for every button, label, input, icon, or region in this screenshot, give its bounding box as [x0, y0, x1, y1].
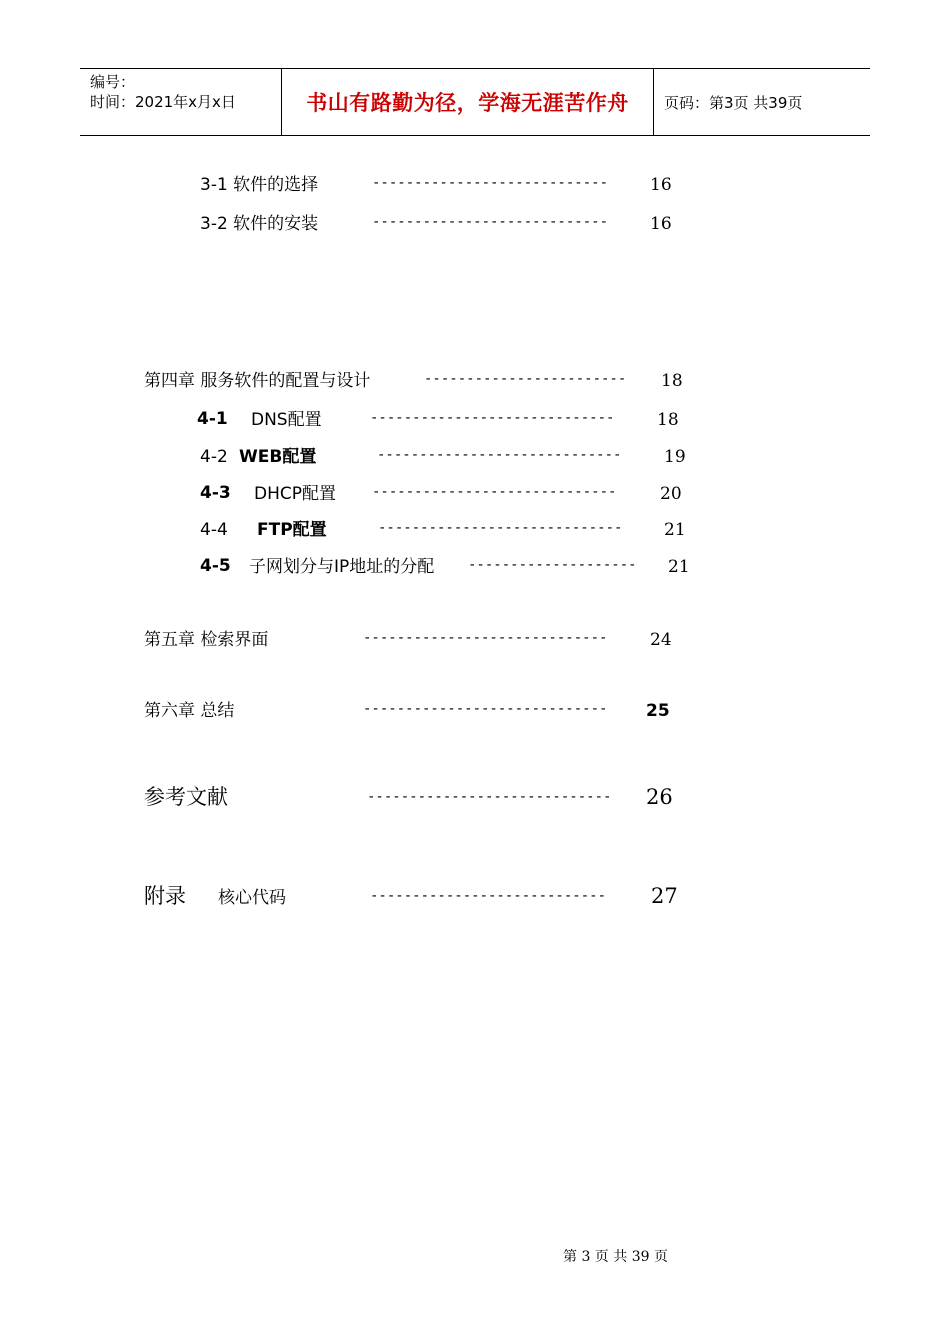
toc-entry-4-3-number[interactable]: 4-3 [200, 483, 231, 503]
toc-page-number: 21 [664, 520, 686, 540]
toc-page-number: 21 [668, 557, 690, 577]
toc-page-number: 16 [650, 175, 672, 195]
toc-page-number: 25 [646, 701, 670, 721]
toc-entry-4-4-title[interactable]: FTP配置 [257, 520, 327, 540]
toc-leader: ----------------------------- [370, 410, 615, 426]
toc-entry-chapter-6[interactable]: 第六章 总结 [144, 701, 235, 721]
toc-page-number: 24 [650, 630, 672, 650]
toc-leader: ---------------------------- [372, 175, 609, 191]
toc-entry-chapter-4[interactable]: 第四章 服务软件的配置与设计 [144, 371, 371, 391]
toc-entry-4-2-number[interactable]: 4-2 [200, 447, 228, 467]
toc-entry-4-1-title[interactable]: DNS配置 [251, 410, 322, 430]
toc-leader: ------------------------ [424, 371, 627, 387]
toc-page-number: 18 [661, 371, 683, 391]
footer-page-number: 第 3 页 共 39 页 [563, 1249, 668, 1265]
toc-leader: ----------------------------- [377, 447, 622, 463]
toc-page-number: 18 [657, 410, 679, 430]
toc-page-number: 16 [650, 214, 672, 234]
toc-entry-4-1-number[interactable]: 4-1 [197, 409, 228, 429]
toc-entry-3-2[interactable]: 3-2 软件的安装 [200, 214, 319, 234]
header-motto: 书山有路勤为径，学海无涯苦作舟 [306, 91, 629, 115]
toc-page-number: 26 [646, 785, 673, 809]
header-number: 编号： [90, 73, 136, 91]
toc-page-number: 19 [664, 447, 686, 467]
header-page-label: 页码：第3页 共39页 [664, 93, 803, 112]
toc-leader: ---------------------------- [370, 888, 607, 904]
toc-entry-references[interactable]: 参考文献 [144, 785, 228, 809]
toc-entry-4-3-title[interactable]: DHCP配置 [254, 484, 336, 504]
toc-page-number: 27 [651, 884, 678, 908]
toc-leader: ----------------------------- [363, 630, 608, 646]
toc-leader: ----------------------------- [367, 789, 612, 805]
toc-leader: ----------------------------- [372, 484, 617, 500]
toc-entry-appendix[interactable]: 附录 [144, 884, 186, 908]
toc-leader: ---------------------------- [372, 214, 609, 230]
toc-entry-3-1[interactable]: 3-1 软件的选择 [200, 175, 319, 195]
header-time: 时间：2021年x月x日 [90, 93, 236, 111]
toc-entry-4-4-number[interactable]: 4-4 [200, 520, 228, 540]
toc-entry-4-5-number[interactable]: 4-5 [200, 556, 231, 576]
toc-entry-4-5-title[interactable]: 子网划分与IP地址的分配 [249, 557, 435, 577]
toc-entry-appendix-title[interactable]: 核心代码 [218, 888, 286, 908]
toc-leader: ----------------------------- [363, 701, 608, 717]
toc-entry-4-2-title[interactable]: WEB配置 [239, 447, 317, 467]
toc-page-number: 20 [660, 484, 682, 504]
toc-leader: ----------------------------- [378, 520, 623, 536]
toc-entry-chapter-5[interactable]: 第五章 检索界面 [144, 630, 269, 650]
toc-leader: -------------------- [468, 557, 637, 573]
